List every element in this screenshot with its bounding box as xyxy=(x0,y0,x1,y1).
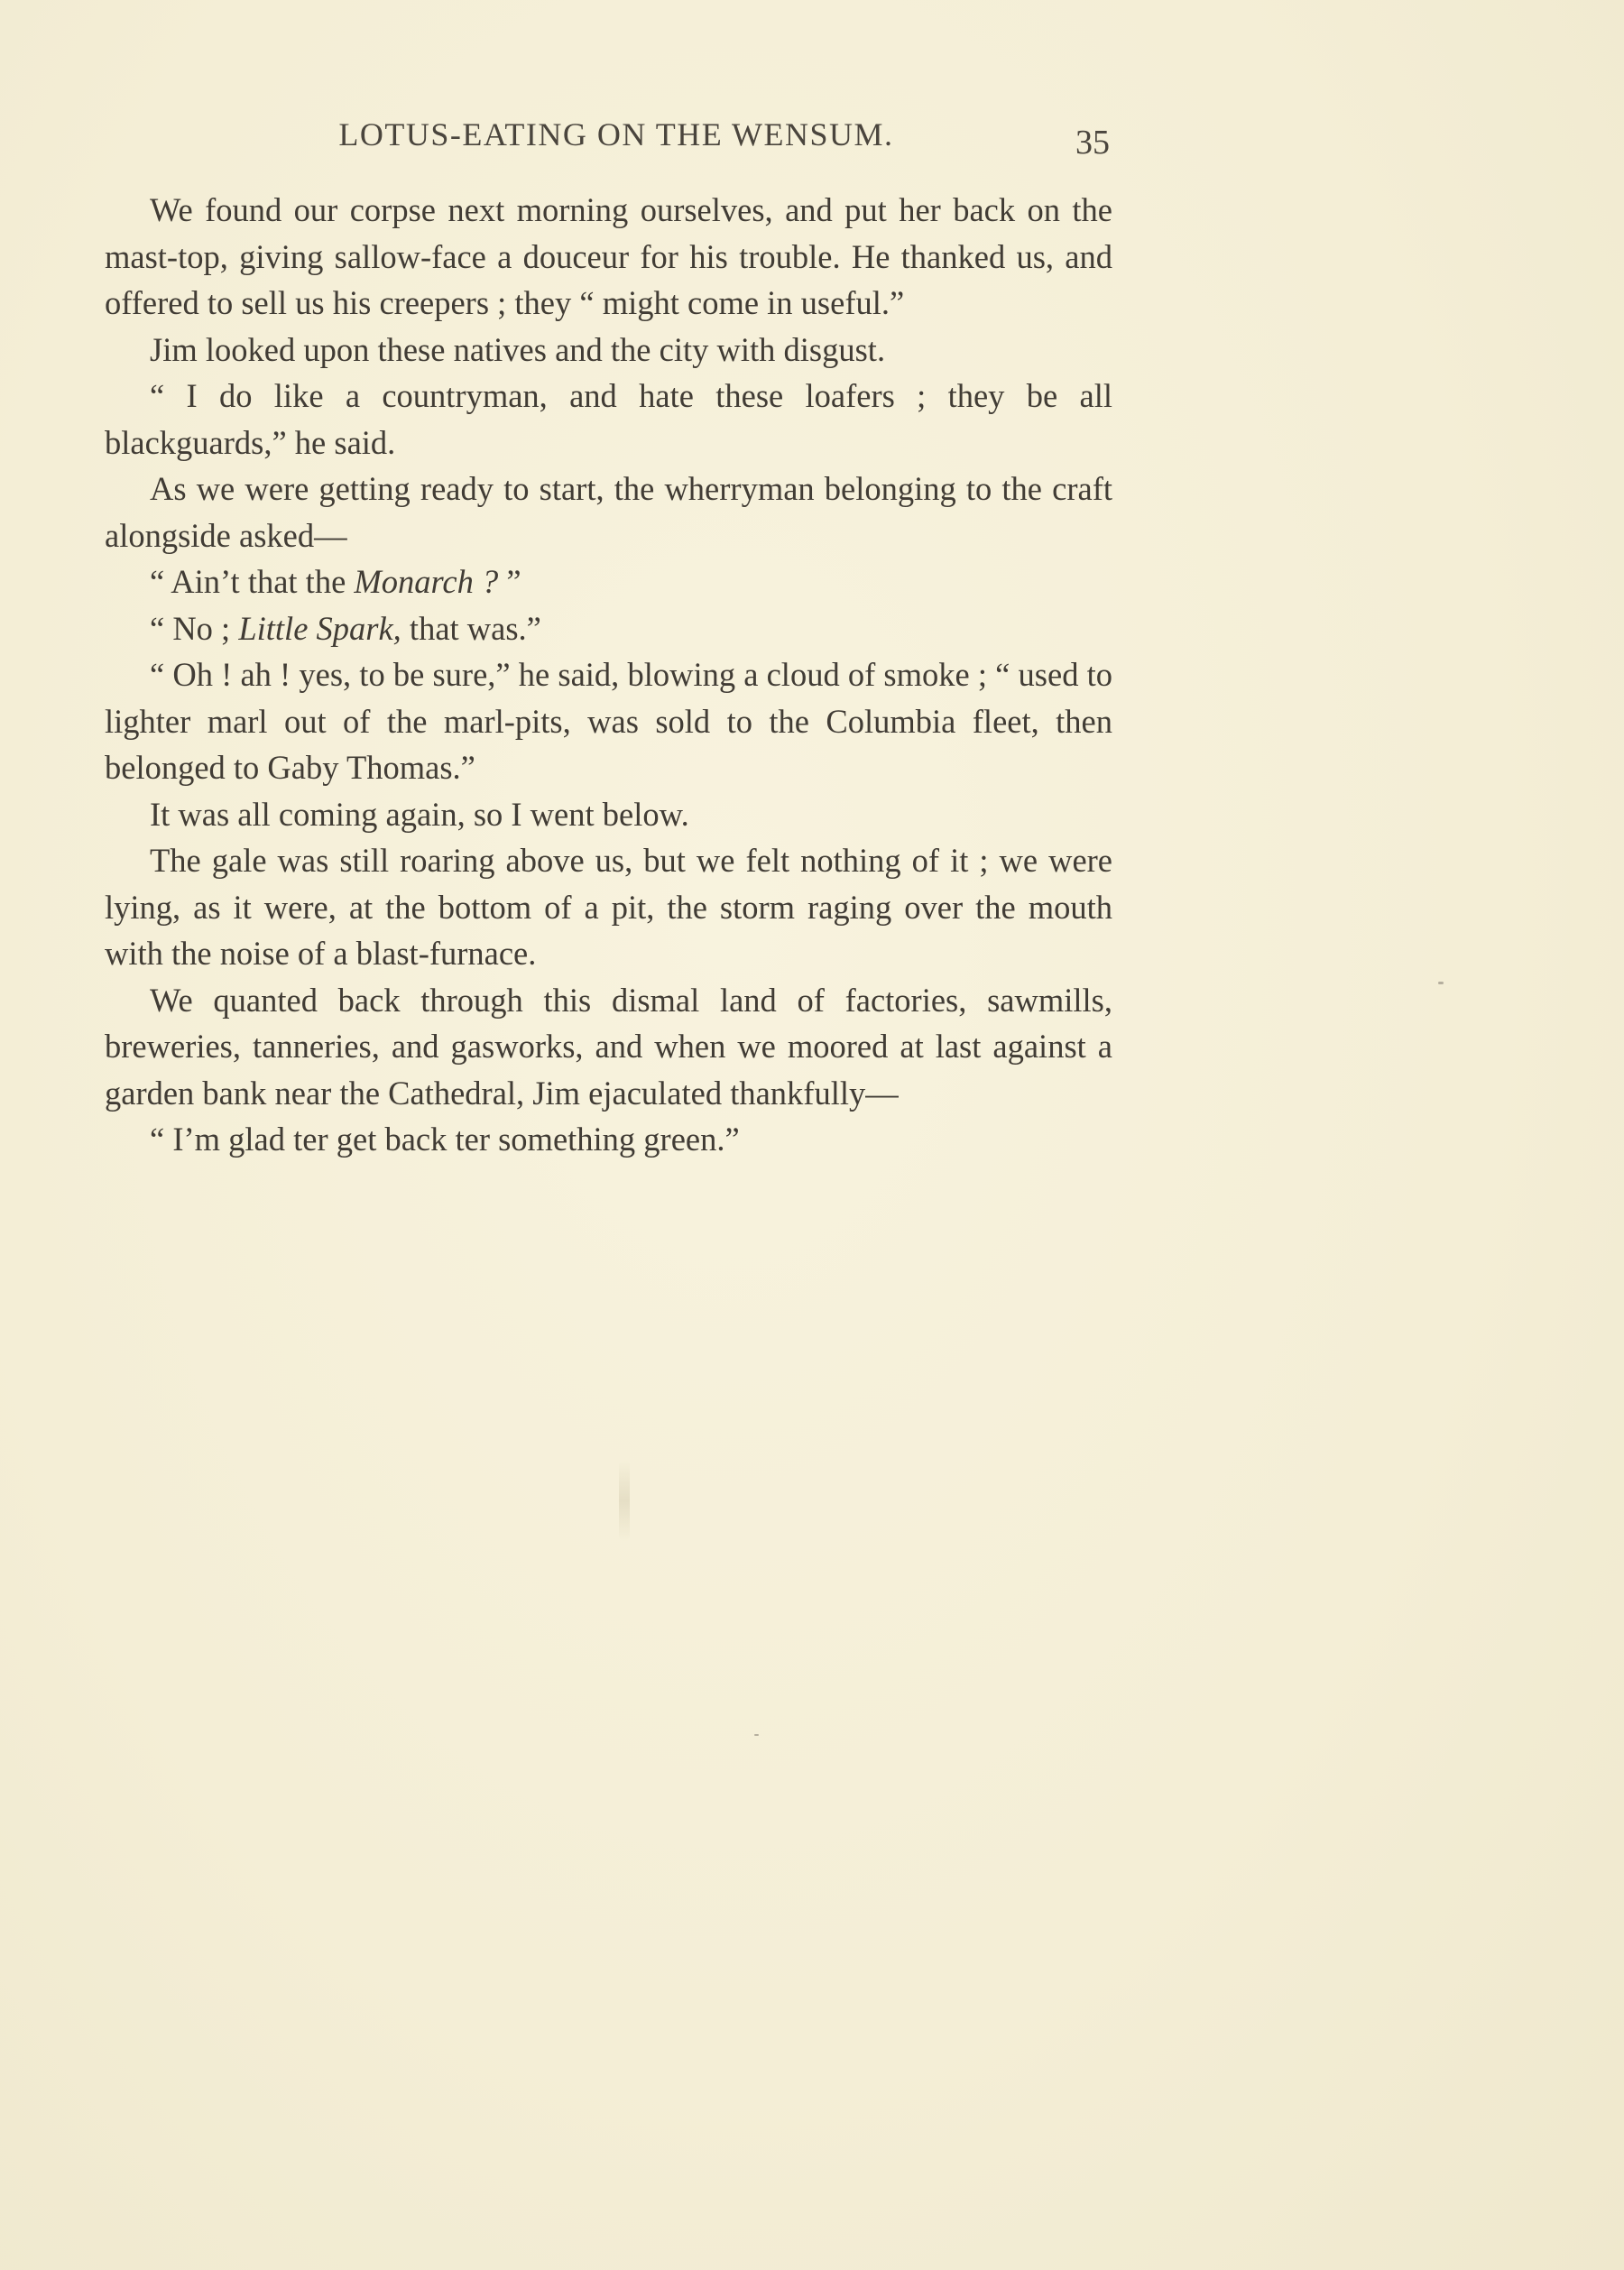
paragraph-7: “ Oh ! ah ! yes, to be sure,” he said, blowing a cloud of smoke ; “ used to lighter marl out of the marl-pits, was sold to the Columbia fleet, then belonged to Gaby Thomas.” xyxy=(105,656,1112,786)
paragraph-6-text-after: that was.” xyxy=(401,609,541,647)
paragraph-8: It was all coming again, so I went below. xyxy=(150,795,689,833)
body-text xyxy=(105,187,1112,1163)
paragraph-2: Jim looked upon these natives and the city with disgust. xyxy=(150,330,886,368)
paragraph-6-italic-boat-name: Little Spark, xyxy=(238,609,401,647)
paper-stain xyxy=(619,1460,630,1541)
paragraph-5-text-after: ” xyxy=(498,563,521,600)
paper-speck xyxy=(1438,982,1444,984)
page-number: 35 xyxy=(1075,124,1110,161)
running-title: LOTUS-EATING ON THE WENSUM. xyxy=(338,116,894,152)
paragraph-6 xyxy=(105,605,1112,652)
paragraph-1: We found our corpse next morning ourselves, and put her back on the mast-top, giving sallow-face a douceur for his trouble. He thanked us, and offered to sell us his creepers ; they “ might come in useful.” xyxy=(105,191,1112,321)
paragraph-3: “ I do like a countryman, and hate these loafers ; they be all blackguards,” he said. xyxy=(105,377,1112,461)
paper-speck xyxy=(754,1734,759,1736)
paragraph-11: “ I’m glad ter get back ter something green.” xyxy=(150,1121,740,1158)
paragraph-4: As we were getting ready to start, the wherryman belonging to the craft alongside asked— xyxy=(105,470,1112,554)
paragraph-10: We quanted back through this dismal land of factories, sawmills, breweries, tanneries, and gasworks, and when we moored at last against a garden bank near the Cathedral, Jim ejaculated thankfully— xyxy=(105,981,1112,1112)
paragraph-9: The gale was still roaring above us, but we felt nothing of it ; we were lying, as it were, at the bottom of a pit, the storm raging over the mouth with the noise of a blast-furnace. xyxy=(105,842,1112,972)
paragraph-5 xyxy=(105,558,1112,605)
paragraph-5-italic-boat-name: Monarch ? xyxy=(354,563,499,600)
paragraph-5-text-before: “ Ain’t that the xyxy=(150,563,355,600)
paragraph-6-text-before: “ No ; xyxy=(150,609,239,647)
